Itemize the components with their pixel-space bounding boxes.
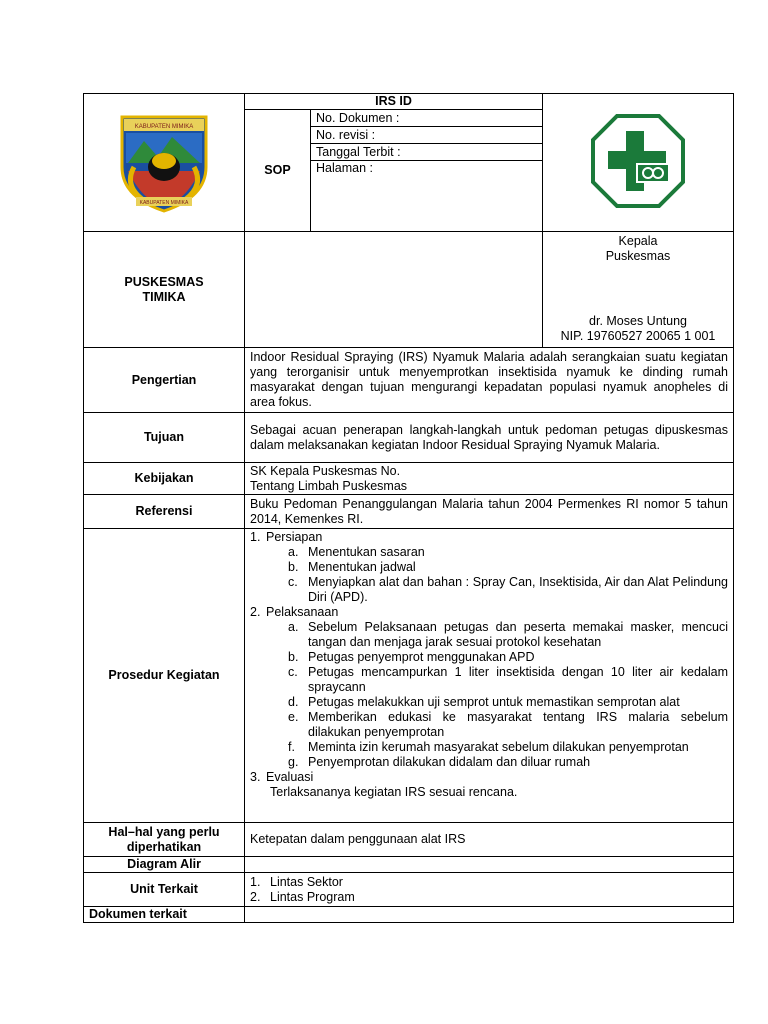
list-text: Menentukan sasaran	[308, 545, 425, 559]
sop-label: SOP	[245, 110, 311, 232]
sign-title-line2: Puskesmas	[605, 249, 671, 263]
list-marker: d.	[288, 695, 299, 709]
unit-content	[245, 873, 734, 907]
list-item	[250, 875, 728, 890]
list-item	[288, 560, 728, 575]
list-text: Petugas penyemprot menggunakan APD	[308, 650, 535, 664]
dokumen-label: Dokumen terkait	[84, 907, 245, 923]
document-title: IRS ID	[245, 94, 543, 110]
list-item	[250, 890, 728, 905]
list-text: Lintas Program	[270, 889, 355, 904]
procedure-step	[250, 770, 728, 785]
list-text: Petugas melakukkan uji semprot untuk memastikan semprotan alat	[308, 695, 680, 709]
pelaksanaan-list	[250, 620, 728, 770]
list-marker: c.	[288, 665, 298, 679]
prosedur-label: Prosedur Kegiatan	[84, 529, 245, 823]
list-item	[288, 710, 728, 740]
kebijakan-label: Kebijakan	[84, 463, 245, 495]
kebijakan-line2: Tentang Limbah Puskesmas	[250, 478, 408, 493]
list-item	[288, 755, 728, 770]
field-no-revisi: No. revisi :	[311, 127, 542, 144]
field-no-dokumen: No. Dokumen :	[311, 110, 542, 127]
procedure-list	[250, 530, 728, 545]
procedure-step	[250, 605, 728, 620]
field-halaman: Halaman :	[316, 161, 373, 175]
step-title: Pelaksanaan	[266, 605, 339, 619]
dokumen-content	[245, 907, 734, 923]
list-text: Menentukan jadwal	[308, 560, 416, 574]
puskesmas-logo	[588, 111, 688, 211]
field-tanggal-terbit: Tanggal Terbit :	[311, 144, 542, 161]
procedure-list	[250, 770, 728, 785]
kabupaten-mimika-logo	[114, 107, 214, 215]
list-item	[288, 740, 728, 755]
logo-left-bottom-text: KABUPATEN MIMIKA	[139, 199, 189, 206]
list-item	[288, 575, 728, 605]
list-text: Meminta izin kerumah masyarakat sebelum dilakukan penyemprotan	[308, 740, 689, 754]
list-text: Petugas mencampurkan 1 liter insektisida dengan 10 liter air kedalam spraycann	[308, 665, 728, 694]
hal-text: Ketepatan dalam penggunaan alat IRS	[245, 823, 734, 857]
list-marker: b.	[288, 650, 299, 664]
prosedur-content	[245, 529, 734, 823]
list-item	[288, 620, 728, 650]
list-marker: e.	[288, 710, 299, 724]
list-marker: b.	[288, 560, 299, 574]
referensi-text: Buku Pedoman Penanggulangan Malaria tahun 2004 Permenkes RI nomor 5 tahun 2014, Kemenkes RI.	[245, 495, 734, 529]
list-text: Memberikan edukasi ke masyarakat tentang IRS malaria sebelum dilakukan penyemprotan	[308, 710, 728, 739]
list-marker: 1.	[250, 874, 261, 889]
sign-nip: NIP. 19760527 20065 1 001	[560, 329, 716, 343]
tujuan-label: Tujuan	[84, 413, 245, 463]
list-item	[288, 695, 728, 710]
step-title: Evaluasi	[266, 770, 314, 784]
org-name-line1: PUSKESMAS	[124, 274, 204, 289]
list-text: Penyemprotan dilakukan didalam dan diluar rumah	[308, 755, 591, 769]
kebijakan-text	[245, 463, 734, 495]
list-text: Sebelum Pelaksanaan petugas dan peserta memakai masker, mencuci tangan dan menjaga jarak sesuai protokol kesehatan	[308, 620, 728, 649]
persiapan-list	[250, 545, 728, 605]
sign-name: dr. Moses Untung	[589, 314, 687, 328]
tujuan-text: Sebagai acuan penerapan langkah-langkah untuk pedoman petugas dipuskesmas dalam melaksanakan kegiatan Indoor Residual Spraying Nyamuk Malaria.	[245, 413, 734, 463]
list-marker: a.	[288, 545, 299, 559]
step-title: Persiapan	[266, 530, 323, 544]
document-fields	[311, 110, 543, 232]
step-number: 1.	[250, 530, 261, 544]
unit-label: Unit Terkait	[84, 873, 245, 907]
list-marker: 2.	[250, 889, 261, 904]
list-marker: c.	[288, 575, 298, 589]
org-name-line2: TIMIKA	[142, 289, 186, 304]
list-marker: f.	[288, 740, 295, 754]
evaluasi-text: Terlaksananya kegiatan IRS sesuai rencana.	[270, 785, 518, 799]
empty-cell	[245, 232, 543, 348]
diagram-label: Diagram Alir	[84, 857, 245, 873]
pengertian-label: Pengertian	[84, 348, 245, 413]
list-item	[288, 665, 728, 695]
list-item	[288, 545, 728, 560]
list-marker: a.	[288, 620, 299, 634]
logo-left-cell	[84, 94, 245, 232]
sign-title-line1: Kepala	[618, 234, 658, 248]
step-number: 3.	[250, 770, 261, 784]
step-number: 2.	[250, 605, 261, 619]
logo-left-top-text: KABUPATEN MIMIKA	[134, 123, 194, 130]
hal-label	[84, 823, 245, 857]
signature-block	[543, 232, 734, 348]
list-text: Menyiapkan alat dan bahan : Spray Can, Insektisida, Air dan Alat Pelindung Diri (APD).	[308, 575, 728, 604]
referensi-label: Referensi	[84, 495, 245, 529]
sop-table	[83, 93, 734, 923]
hal-label-line1: Hal–hal yang perlu	[108, 824, 220, 839]
unit-list	[250, 875, 728, 905]
list-item	[288, 650, 728, 665]
diagram-content	[245, 857, 734, 873]
procedure-step	[250, 530, 728, 545]
org-name	[84, 232, 245, 348]
pengertian-text: Indoor Residual Spraying (IRS) Nyamuk Malaria adalah serangkaian suatu kegiatan yang terorganisir untuk menyemprotkan insektisida nyamuk ke dinding rumah masyarakat dengan tujuan mengurangi kepadatan populasi nyamuk anopheles di area fokus.	[245, 348, 734, 413]
kebijakan-line1: SK Kepala Puskesmas No.	[250, 463, 401, 478]
list-marker: g.	[288, 755, 299, 769]
procedure-list	[250, 605, 728, 620]
hal-label-line2: diperhatikan	[126, 839, 202, 854]
list-text: Lintas Sektor	[270, 874, 343, 889]
logo-right-cell	[543, 94, 734, 232]
